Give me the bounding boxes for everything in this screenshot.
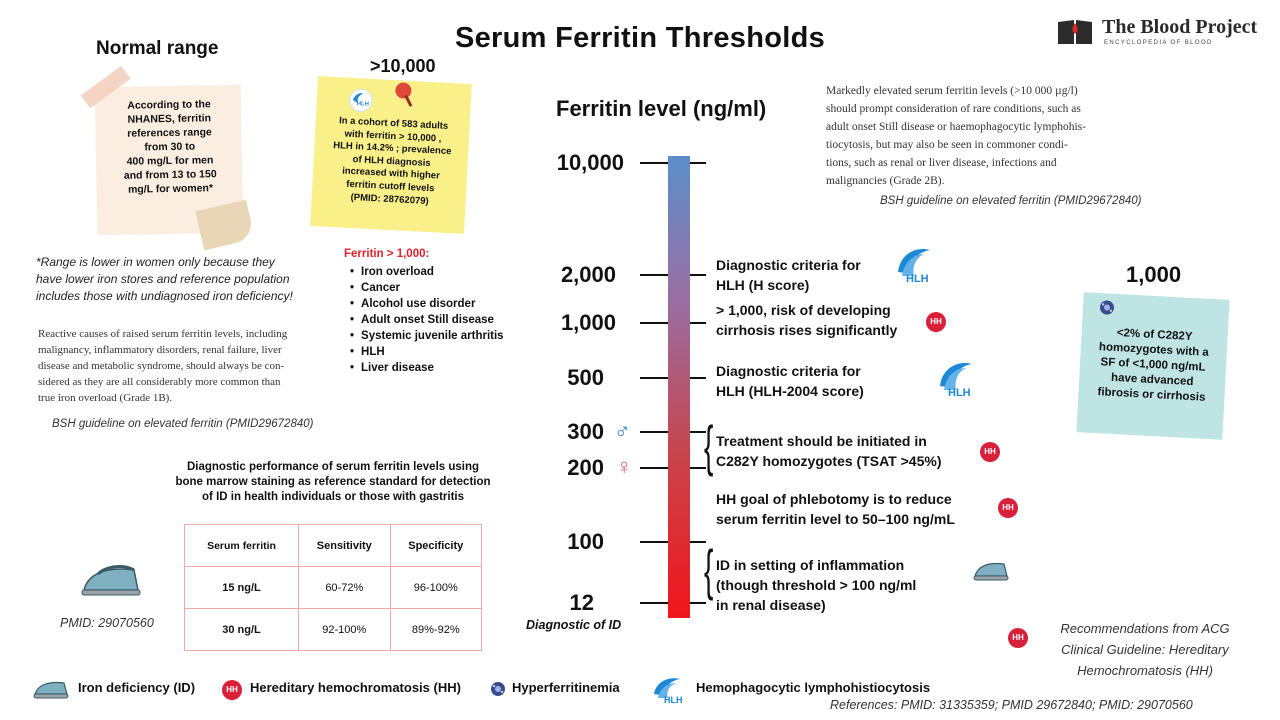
tick-2000-right bbox=[690, 274, 706, 276]
tick-10000-left bbox=[640, 162, 668, 164]
logo-name: The Blood Project bbox=[1102, 16, 1258, 38]
female-symbol: ♀ bbox=[616, 454, 633, 479]
brace-treatment: { bbox=[704, 414, 714, 477]
tick-300-left bbox=[640, 431, 668, 433]
diagnostic-performance-heading: Diagnostic performance of serum ferritin levels using bone marrow staining as reference standard for detection of ID in health individuals or those with gastritis bbox=[175, 461, 491, 503]
treatment-threshold: Treatment should be initiated in C282Y homozygotes (TSAT >45%) bbox=[716, 433, 942, 469]
above-10000-label: >10,000 bbox=[370, 56, 436, 76]
table-cell: 92-100% bbox=[299, 609, 390, 651]
list-item: • Liver disease bbox=[350, 360, 504, 376]
tick-12-left bbox=[640, 602, 668, 604]
svg-text:HLH: HLH bbox=[664, 695, 683, 705]
legend-hyperferritinemia: Hyperferritinemia bbox=[512, 680, 620, 695]
level-500: 500 bbox=[567, 365, 604, 390]
hlh-wave-icon bbox=[348, 88, 373, 113]
table-row bbox=[185, 609, 482, 651]
tick-1000-left bbox=[640, 322, 668, 324]
table-cell: 30 ng/L bbox=[185, 609, 299, 651]
references: References: PMID: 31335359; PMID 29672840; PMID: 29070560 bbox=[830, 698, 1193, 712]
pushpin-icon bbox=[395, 82, 412, 99]
level-2000: 2,000 bbox=[560, 262, 616, 287]
book-drop-icon bbox=[1056, 16, 1094, 46]
hlh-cohort-note-text: In a cohort of 583 adults with ferritin > 10,000 , HLH in 14.2% ; prevalence of HLH diagnosis increased with higher ferritin cutoff levels (PMID: 28762079) bbox=[332, 115, 452, 207]
svg-text:HLH: HLH bbox=[356, 101, 370, 108]
above-1000-label: 1,000 bbox=[1126, 262, 1182, 287]
hyperferritinemia-icon bbox=[490, 681, 506, 697]
acg-recommendations: Recommendations from ACG Clinical Guideline: Hereditary Hemochromatosis (HH) bbox=[1060, 621, 1230, 678]
tick-200-left bbox=[640, 467, 668, 469]
level-10000: 10,000 bbox=[556, 150, 624, 175]
svg-text:HLH: HLH bbox=[948, 387, 971, 399]
legend-hlh: Hemophagocytic lymphohistiocytosis bbox=[696, 680, 931, 695]
list-item: • Iron overload bbox=[350, 264, 504, 280]
ferritin-over-1000-heading: Ferritin > 1,000: bbox=[344, 248, 430, 260]
tick-500-left bbox=[640, 377, 668, 379]
diagnostic-of-id-label: Diagnostic of ID bbox=[526, 618, 622, 632]
hh-badge-icon: HH bbox=[998, 498, 1018, 518]
normal-range-note-text: According to the NHANES, ferritin references range from 30 to 400 mg/L for men and from 13 to 150 mg/L for women* bbox=[123, 98, 217, 196]
table-cell: 96-100% bbox=[390, 567, 481, 609]
page-title: Serum Ferritin Thresholds bbox=[454, 22, 826, 54]
logo-tagline: ENCYCLOPEDIA OF BLOOD bbox=[1104, 40, 1213, 46]
male-symbol: ♂ bbox=[614, 418, 631, 443]
ferritin-gradient-bar bbox=[668, 156, 690, 618]
normal-range-heading: Normal range bbox=[96, 38, 219, 59]
hh-badge-icon: HH bbox=[222, 680, 242, 700]
list-item: • Systemic juvenile arthritis bbox=[350, 328, 504, 344]
tick-2000-left bbox=[640, 274, 668, 276]
table-cell: 60-72% bbox=[299, 567, 390, 609]
list-item: • Alcohol use disorder bbox=[350, 296, 504, 312]
ferritin-scale-heading: Ferritin level (ng/ml) bbox=[556, 96, 767, 121]
svg-text:HLH: HLH bbox=[906, 273, 929, 285]
table-header: Serum ferritin bbox=[185, 525, 299, 567]
level-12: 12 bbox=[569, 590, 594, 615]
cirrhosis-risk: > 1,000, risk of developing cirrhosis rises significantly bbox=[716, 302, 898, 338]
list-item: • Adult onset Still disease bbox=[350, 312, 504, 328]
level-100: 100 bbox=[567, 529, 604, 554]
list-item: • HLH bbox=[350, 344, 504, 360]
table-cell: 89%-92% bbox=[390, 609, 481, 651]
hlh-wave-icon bbox=[892, 242, 940, 290]
legend-iron-deficiency: Iron deficiency (ID) bbox=[78, 680, 196, 695]
diagnostic-performance-table bbox=[184, 524, 482, 651]
legend-hh: Hereditary hemochromatosis (HH) bbox=[250, 680, 461, 695]
bsh-quote-source: BSH guideline on elevated ferritin (PMID29672840) bbox=[880, 195, 1142, 207]
hlh2004-criteria: Diagnostic criteria for HLH (HLH-2004 score) bbox=[716, 363, 864, 399]
level-300: 300 bbox=[567, 419, 604, 444]
tick-12-right bbox=[690, 602, 706, 604]
normal-range-note bbox=[95, 85, 244, 236]
cirrhosis-note-text: <2% of C282Y homozygotes with a SF of <1,000 ng/mL have advanced fibrosis or cirrhosis bbox=[1097, 327, 1210, 404]
table-cell: 15 ng/L bbox=[185, 567, 299, 609]
brace-inflammation: { bbox=[704, 538, 714, 601]
tick-500-right bbox=[690, 377, 706, 379]
hh-badge-icon: HH bbox=[980, 442, 1000, 462]
bsh-elevated-ferritin-quote: Markedly elevated serum ferritin levels (>10 000 µg/l) should prompt consideration of rare conditions, such as adult onset Still disease or haemophagocytic lymphohis- tiocytosis, but may also be seen in commoner condi- tions, such as renal or liver disease, infections and malignancies (Grade 2B). bbox=[826, 85, 1086, 187]
hh-badge-icon: HH bbox=[1008, 628, 1028, 648]
cirrhosis-note bbox=[1076, 292, 1229, 439]
reactive-causes-quote: Reactive causes of raised serum ferritin levels, including malignancy, inflammatory disorders, renal failure, liver disease and metabolic syndrome, should always be con- sidered as they are all considerably more common than true iron overload (Grade 1B). bbox=[38, 328, 288, 404]
level-1000: 1,000 bbox=[560, 310, 616, 335]
blood-project-logo bbox=[1056, 14, 1256, 54]
hlh-cohort-note bbox=[310, 76, 472, 234]
tick-10000-right bbox=[690, 162, 706, 164]
ferritin-over-1000-list bbox=[350, 264, 504, 376]
reactive-causes-source: BSH guideline on elevated ferritin (PMID29672840) bbox=[52, 418, 314, 430]
diagnostic-performance-pmid: PMID: 29070560 bbox=[60, 616, 154, 630]
clothes-iron-icon bbox=[78, 560, 144, 600]
range-footnote: *Range is lower in women only because they have lower iron stores and reference population includes those with undiagnosed iron deficiency! bbox=[36, 255, 293, 303]
tick-1000-right bbox=[690, 322, 706, 324]
clothes-iron-icon bbox=[972, 558, 1010, 584]
hyperferritinemia-icon bbox=[1099, 299, 1116, 316]
hh-badge-icon: HH bbox=[926, 312, 946, 332]
phlebotomy-goal: HH goal of phlebotomy is to reduce serum ferritin level to 50–100 ng/mL bbox=[716, 491, 955, 527]
pushpin-stem bbox=[404, 95, 412, 107]
table-row bbox=[185, 567, 482, 609]
curled-corner-decoration bbox=[195, 200, 255, 251]
table-header: Specificity bbox=[390, 525, 481, 567]
clothes-iron-icon bbox=[32, 678, 70, 702]
hlh-wave-icon bbox=[650, 674, 690, 706]
inflammation-threshold: ID in setting of inflammation (though threshold > 100 ng/ml in renal disease) bbox=[716, 557, 917, 613]
hlh-wave-icon bbox=[934, 356, 982, 404]
level-200: 200 bbox=[567, 455, 604, 480]
tick-100-left bbox=[640, 541, 668, 543]
list-item: • Cancer bbox=[350, 280, 504, 296]
table-header-row bbox=[185, 525, 482, 567]
table-header: Sensitivity bbox=[299, 525, 390, 567]
hscore-criteria: Diagnostic criteria for HLH (H score) bbox=[716, 257, 861, 293]
